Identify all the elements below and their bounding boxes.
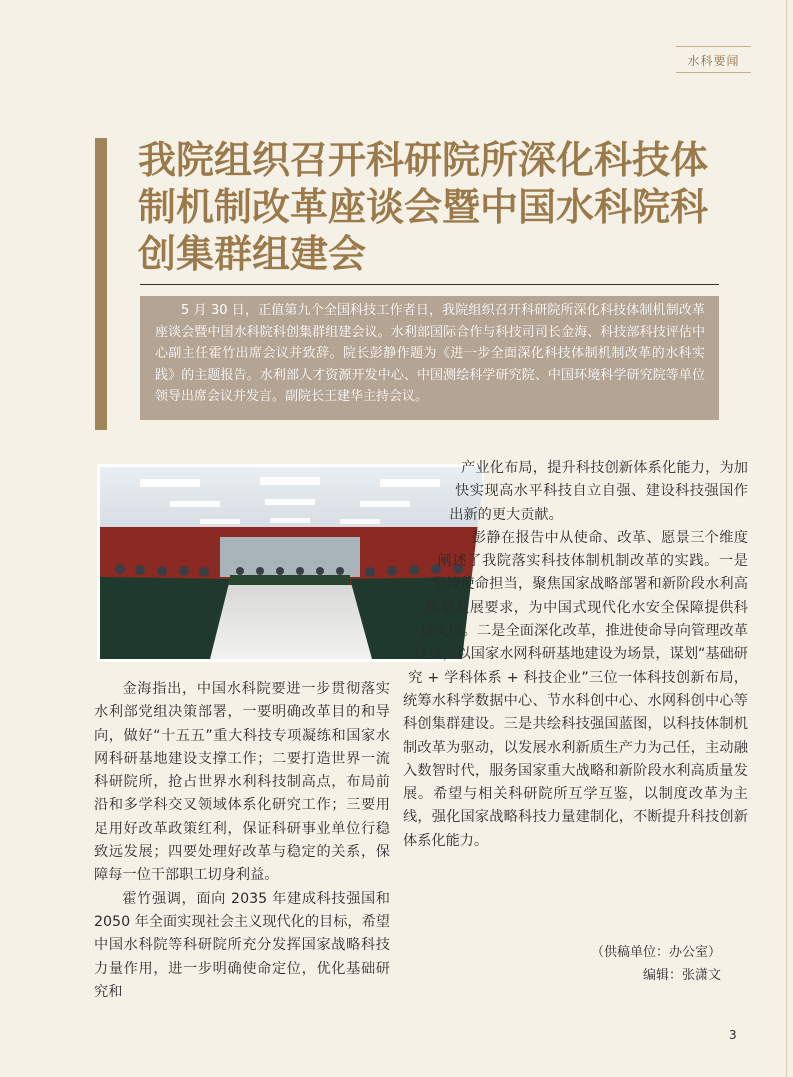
paragraph-jinhai: 金海指出，中国水科院要进一步贯彻落实水利部党组决策部署，一要明确改革目的和导向，做好“十五五”重大科技专项凝练和国家水网科研基地建设支撑工作；二要打造世界一流科研院所，抢占世界水利科技制高点，布局前沿和多学科交叉领域体系化研究工作；三要用足用好改革政策红利，保证科研事业单位行稳致远发展；四要处理好改革与稳定的关系，保障每一位干部职工切身利益。 xyxy=(94,681,390,884)
left-column xyxy=(94,678,390,1004)
right-column xyxy=(403,457,748,853)
article-title: 我院组织召开科研院所深化科技体制机制改革座谈会暨中国水科院科创集群组建会 xyxy=(138,137,709,276)
paragraph-huozhu: 霍竹强调，面向 2035 年建成科技强国和 2050 年全面实现社会主义现代化的目标，希望中国水科院等科研院所充分发挥国家战略科技力量作用，进一步明确使命定位，优化基础研究和 xyxy=(94,890,390,1000)
source-credit: （供稿单位：办公室） xyxy=(590,945,721,960)
title-rule xyxy=(140,284,719,285)
title-accent-bar xyxy=(95,138,107,430)
page-number: 3 xyxy=(729,1028,737,1042)
paragraph-pengjing: 彭静在报告中从使命、改革、愿景三个维度阐述了我院落实科技体制机制改革的实践。一是坚持使命担当，聚焦国家战略部署和新阶段水利高质量发展要求，为中国式现代化水安全保障提供科技支撑。二是全面深化改革，推进使命导向管理改革试点，以国家水网科研基地建设为场景，谋划“基础研究 + 学科体系 + 科技企业”三位一体科技创新布局，统筹水科学数据中心、节水科创中心、水网科创中心等科创集群建设。三是共绘科技强国蓝图，以科技体制机制改革为驱动，以发展水利新质生产力为己任，主动融入数智时代，服务国家重大战略和新阶段水利高质量发展。希望与相关科研院所互学互鉴，以制度改革为主线，强化国家战略科技力量建制化，不断提升科技创新体系化能力。 xyxy=(403,529,748,849)
page-edge-rule xyxy=(786,0,787,1077)
paragraph-continuation: 产业化布局，提升科技创新体系化能力，为加快实现高水平科技自立自强、建设科技强国作出新的更大贡献。 xyxy=(449,460,748,523)
article-lede: 5 月 30 日，正值第九个全国科技工作者日，我院组织召开科研院所深化科技体制机制改革座谈会暨中国水科院科创集群组建会议。水利部国际合作与科技司司长金海、科技部科技评估中心副主任霍竹出席会议并致辞。院长彭静作题为《进一步全面深化科技体制机制改革的水科实践》的主题报告。水利部人才资源开发中心、中国测绘科学研究院、中国环境科学研究院等单位领导出席会议并发言。副院长王建华主持会议。 xyxy=(140,296,719,420)
credits xyxy=(591,941,721,987)
editor-credit: 编辑：张潇文 xyxy=(642,968,721,983)
section-tag: 水科要闻 xyxy=(676,46,751,73)
